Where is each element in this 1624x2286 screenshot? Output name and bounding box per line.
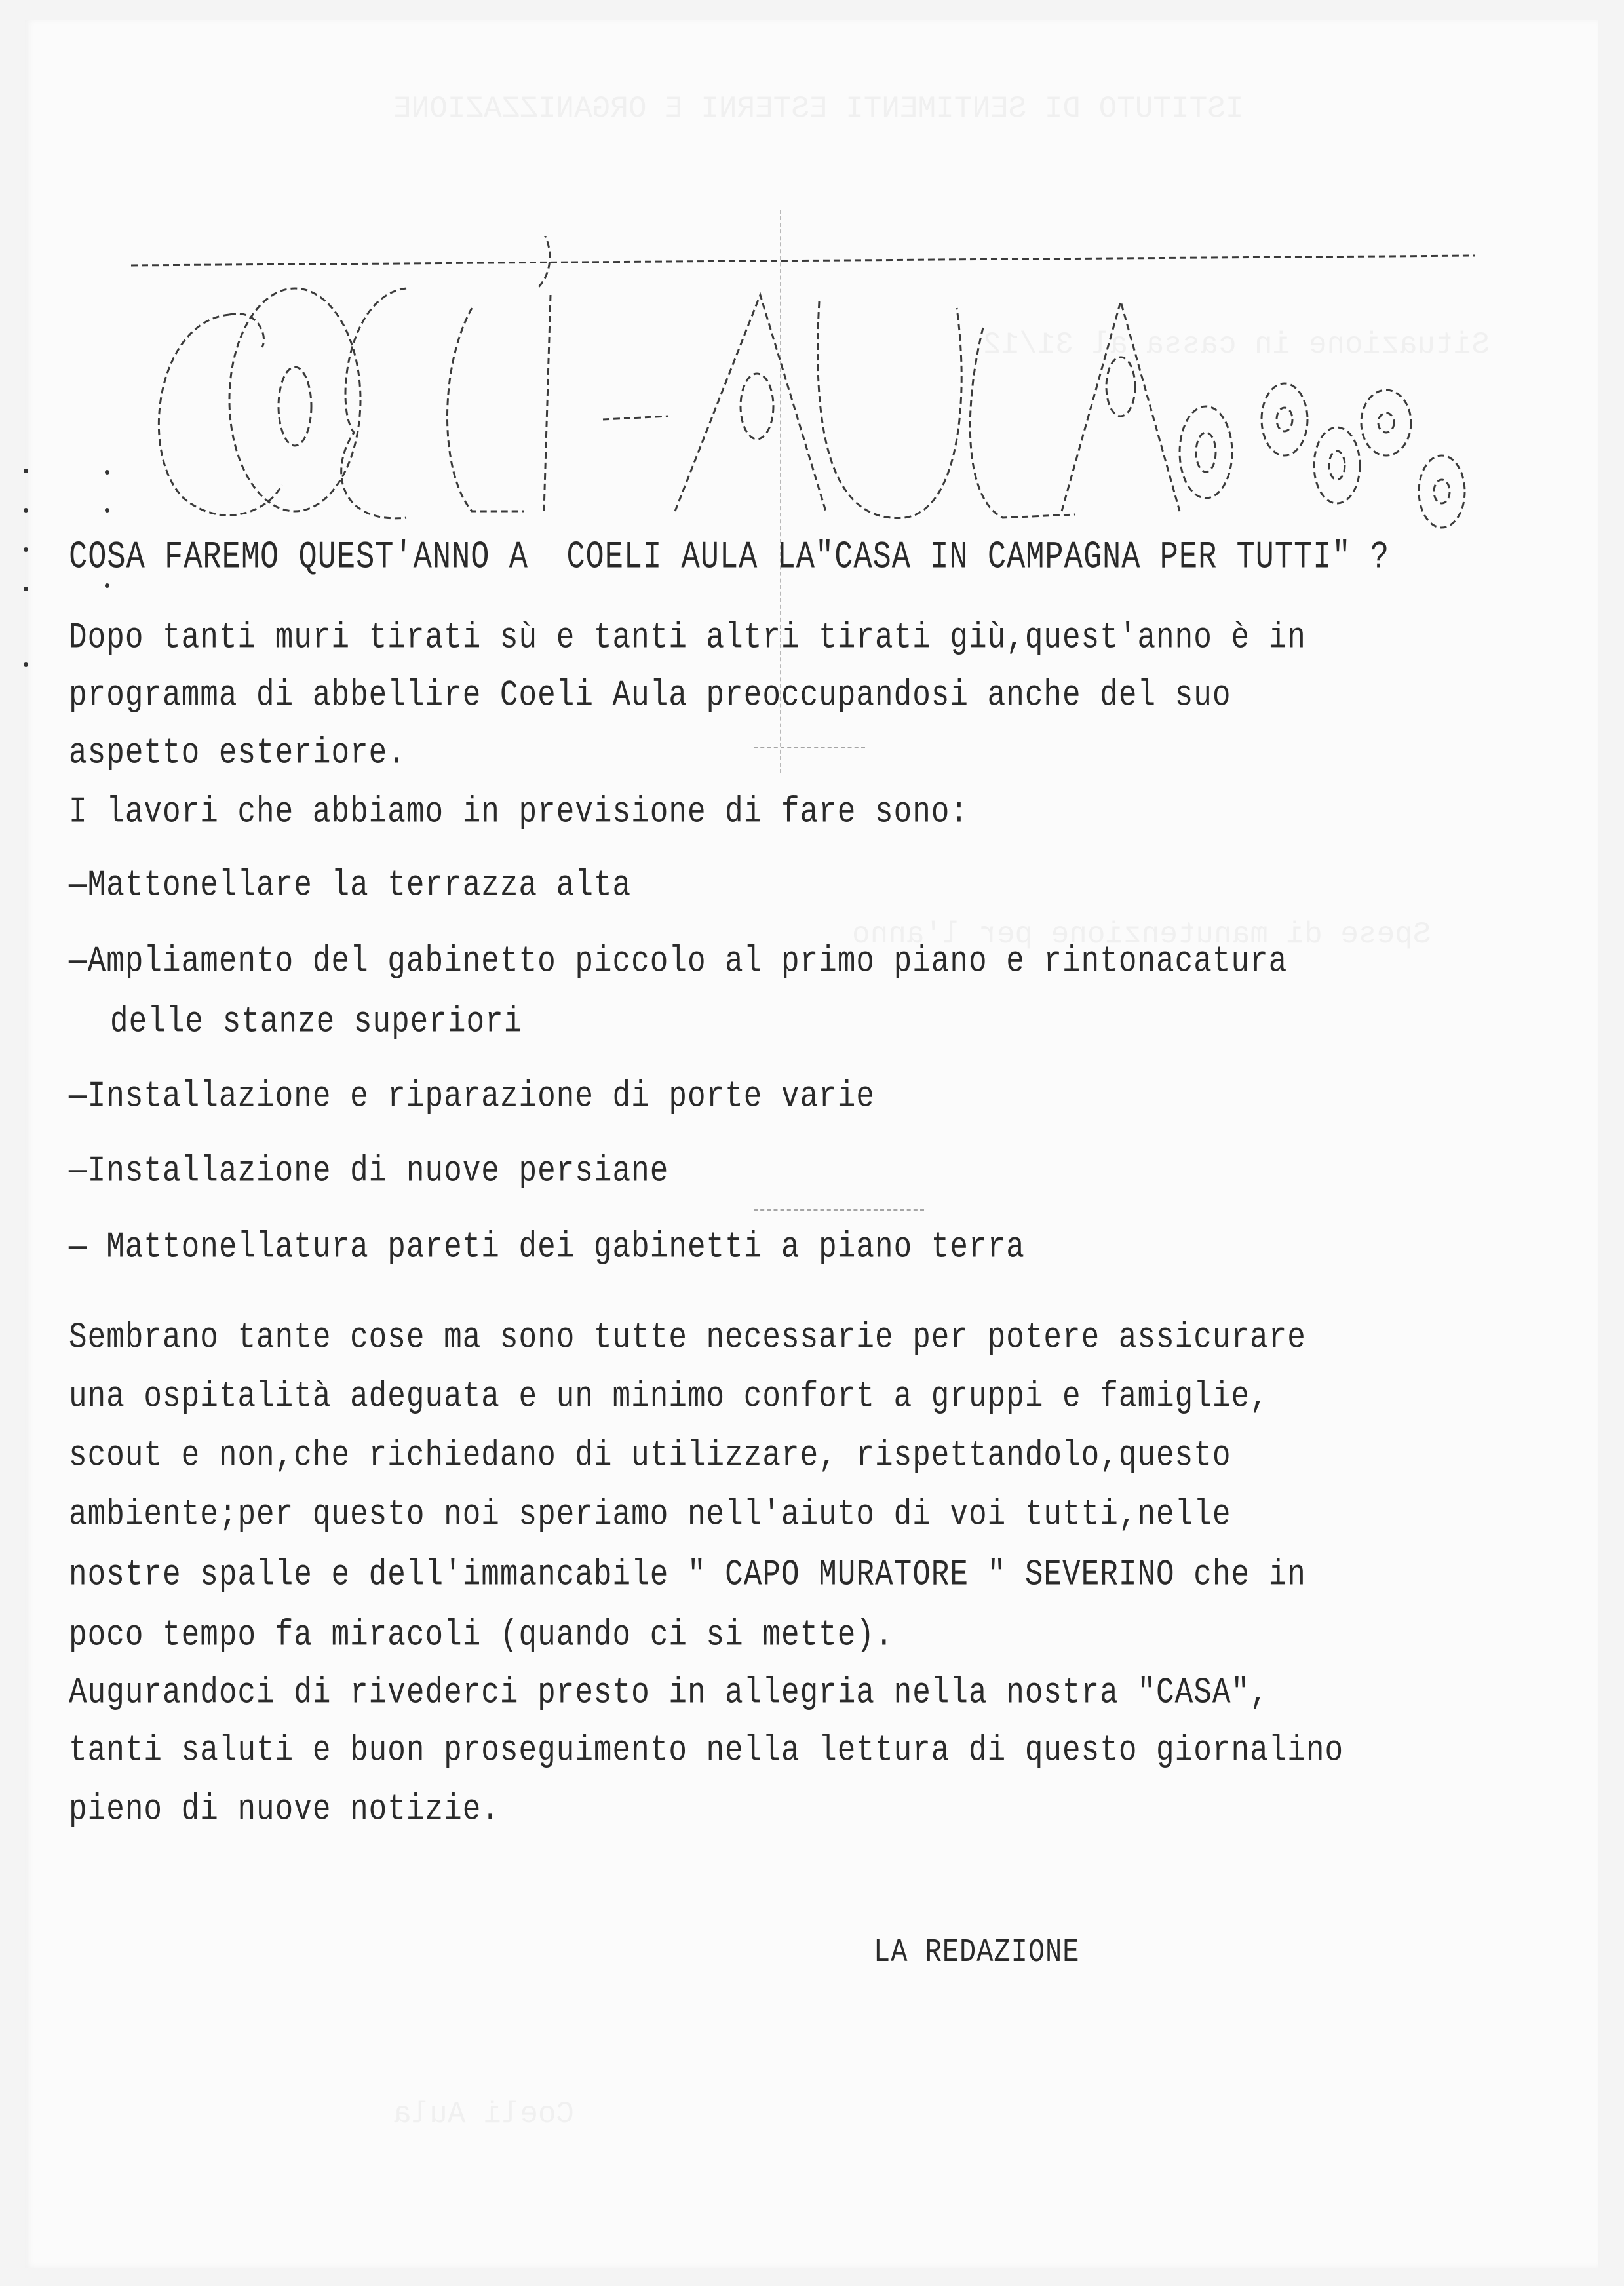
logo-dash [603,416,668,419]
logo-bubble [1419,455,1465,528]
bleed-through-text: Spese di manutenzione per l'anno [852,918,1431,952]
logo-letter-l2 [970,328,1075,518]
closing-line: una ospitalità adeguata e un minimo confort a gruppi e famiglie, [69,1376,1269,1418]
signature: LA REDAZIONE [874,1933,1080,1971]
margin-dot [24,469,28,473]
closing-line: Augurandoci di rivederci presto in allegria nella nostra "CASA", [69,1673,1269,1714]
margin-dot [105,583,109,588]
article-heading: COSA FAREMO QUEST'ANNO A COELI AULA LA"CASA IN CAMPAGNA PER TUTTI" ? [69,536,1390,580]
margin-dot [24,508,28,513]
margin-dot [24,547,28,552]
closing-line: ambiente;per questo noi speriamo nell'aiuto di voi tutti,nelle [69,1494,1231,1536]
bleed-through-text: ISTITUTO DI SENTIMENTI ESTERNI E ORGANIZZAZIONE [393,92,1244,126]
margin-dot [24,662,28,667]
logo-top-rule [131,256,1475,265]
margin-dot [24,587,28,591]
closing-line: poco tempo fa miracoli (quando ci si mette). [69,1615,894,1656]
logo-letter-o [229,288,360,511]
closing-line: Sembrano tante cose ma sono tutte necessarie per potere assicurare [69,1317,1306,1359]
logo-letter-a2 [1062,301,1180,511]
closing-line: pieno di nuove notizie. [69,1789,500,1831]
closing-line: scout e non,che richiedano di utilizzare, rispettandolo,questo [69,1435,1231,1477]
logo-bubble [1314,427,1360,503]
work-item: —Installazione di nuove persiane [69,1151,669,1192]
logo-letter-a [675,295,826,511]
work-list-intro: I lavori che abbiamo in previsione di fare sono: [69,792,969,833]
logo-letter-i [544,295,551,511]
logo-letter-l [448,308,525,511]
logo-drawing [131,236,1573,537]
logo-bubble [1262,383,1307,455]
work-item: —Ampliamento del gabinetto piccolo al primo piano e rintonacatura [69,941,1288,982]
intro-line: programma di abbellire Coeli Aula preoccupandosi anche del suo [69,675,1231,716]
coeli-aula-logo [131,236,1573,537]
margin-dot [105,470,109,475]
work-item: —Mattonellare la terrazza alta [69,865,632,906]
logo-bubble [1180,406,1232,498]
logo-letter-u [818,301,961,518]
bleed-through-text: Coeli Aula [393,2097,575,2131]
closing-line: nostre spalle e dell'immancabile " CAPO MURATORE " SEVERINO che in [69,1555,1306,1596]
intro-line: aspetto esteriore. [69,733,406,774]
logo-bubble [1361,390,1411,455]
intro-line: Dopo tanti muri tirati sù e tanti altri tirati giù,quest'anno è in [69,617,1306,659]
stencil-mark [754,1209,924,1211]
work-item-continuation: delle stanze superiori [110,1001,523,1043]
bleed-through-text: Situazione in cassa al 31/12 [983,328,1490,362]
margin-dot [105,508,109,513]
work-item: —Installazione e riparazione di porte varie [69,1076,875,1117]
closing-line: tanti saluti e buon proseguimento nella lettura di questo giornalino [69,1730,1344,1772]
logo-letter-e [341,288,406,518]
stencil-mark [754,747,865,748]
work-item: — Mattonellatura pareti dei gabinetti a piano terra [69,1227,1025,1268]
